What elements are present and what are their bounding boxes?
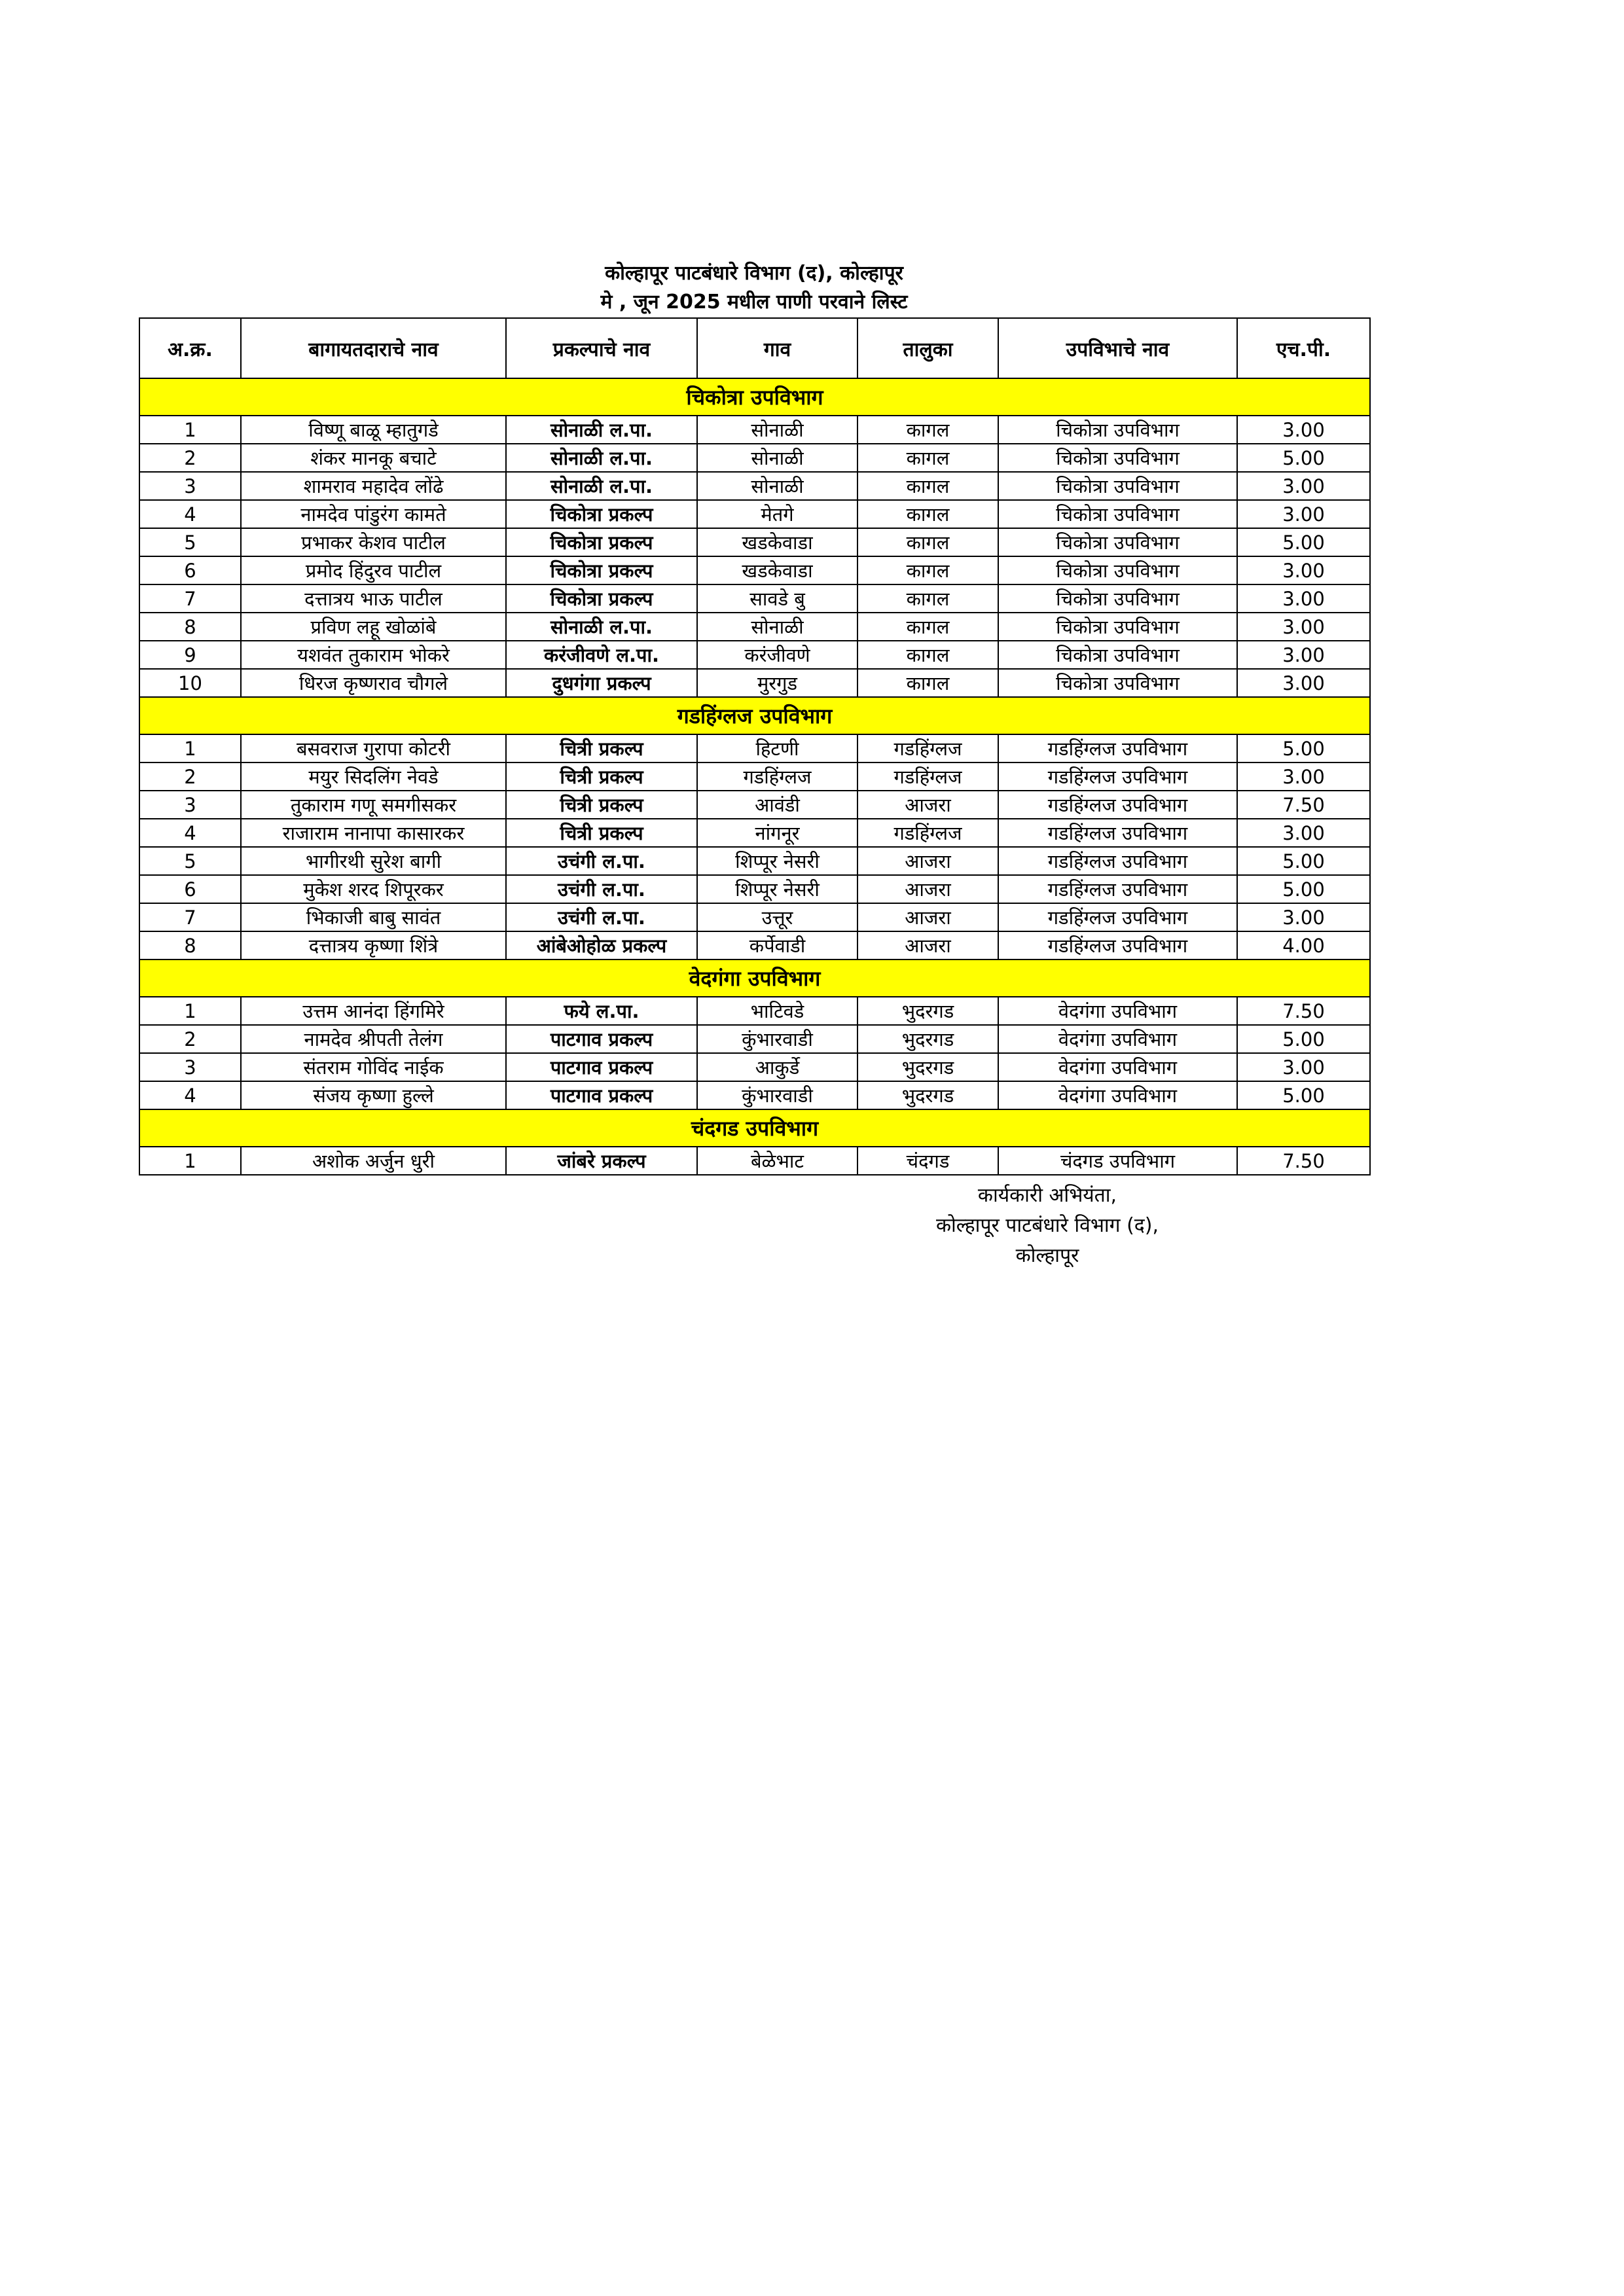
cell-hp: 4.00 — [1237, 931, 1370, 960]
cell-subdivision: चिकोत्रा उपविभाग — [998, 669, 1237, 697]
table-row — [139, 641, 1370, 669]
cell-village: भाटिवडे — [697, 997, 857, 1025]
cell-project-name: पाटगाव प्रकल्प — [506, 1053, 697, 1081]
cell-project-name: उचंगी ल.पा. — [506, 875, 697, 903]
cell-serial: 4 — [139, 500, 241, 528]
cell-hp: 3.00 — [1237, 556, 1370, 584]
cell-village: सोनाळी — [697, 472, 857, 500]
cell-subdivision: गडहिंग्लज उपविभाग — [998, 734, 1237, 762]
cell-project-name: पाटगाव प्रकल्प — [506, 1025, 697, 1053]
cell-farmer-name: राजाराम नानापा कासारकर — [241, 819, 506, 847]
cell-village: मुरगुड — [697, 669, 857, 697]
table-row — [139, 997, 1370, 1025]
cell-farmer-name: विष्णू बाळू म्हातुगडे — [241, 416, 506, 444]
cell-hp: 3.00 — [1237, 416, 1370, 444]
cell-hp: 3.00 — [1237, 762, 1370, 791]
cell-hp: 5.00 — [1237, 1025, 1370, 1053]
col-header-taluka: तालुका — [857, 318, 998, 378]
cell-village: मेतगे — [697, 500, 857, 528]
cell-serial: 6 — [139, 556, 241, 584]
table-row — [139, 584, 1370, 613]
cell-taluka: आजरा — [857, 903, 998, 931]
cell-taluka: आजरा — [857, 875, 998, 903]
section-title: चिकोत्रा उपविभाग — [139, 378, 1370, 416]
cell-farmer-name: यशवंत तुकाराम भोकरे — [241, 641, 506, 669]
cell-project-name: फये ल.पा. — [506, 997, 697, 1025]
cell-project-name: सोनाळी ल.पा. — [506, 444, 697, 472]
cell-farmer-name: शामराव महादेव लोंढे — [241, 472, 506, 500]
section-title: चंदगड उपविभाग — [139, 1109, 1370, 1147]
cell-farmer-name: प्रविण लहू खोळांबे — [241, 613, 506, 641]
table-row — [139, 416, 1370, 444]
cell-taluka: गडहिंग्लज — [857, 819, 998, 847]
col-header-subdivision: उपविभाचे नाव — [998, 318, 1237, 378]
cell-taluka: भुदरगड — [857, 997, 998, 1025]
table-row — [139, 762, 1370, 791]
cell-subdivision: चिकोत्रा उपविभाग — [998, 528, 1237, 556]
cell-subdivision: वेदगंगा उपविभाग — [998, 1053, 1237, 1081]
cell-project-name: चित्री प्रकल्प — [506, 819, 697, 847]
cell-serial: 7 — [139, 584, 241, 613]
cell-subdivision: वेदगंगा उपविभाग — [998, 1081, 1237, 1109]
cell-taluka: कागल — [857, 669, 998, 697]
cell-taluka: गडहिंग्लज — [857, 734, 998, 762]
cell-taluka: गडहिंग्लज — [857, 762, 998, 791]
cell-serial: 2 — [139, 444, 241, 472]
table-row — [139, 528, 1370, 556]
cell-project-name: आंबेओहोळ प्रकल्प — [506, 931, 697, 960]
cell-subdivision: चिकोत्रा उपविभाग — [998, 556, 1237, 584]
cell-village: उत्तूर — [697, 903, 857, 931]
cell-village: बेळेभाट — [697, 1147, 857, 1175]
cell-farmer-name: दत्तात्रय भाऊ पाटील — [241, 584, 506, 613]
cell-hp: 5.00 — [1237, 1081, 1370, 1109]
table-row — [139, 556, 1370, 584]
cell-subdivision: वेदगंगा उपविभाग — [998, 1025, 1237, 1053]
cell-farmer-name: उत्तम आनंदा हिंगमिरे — [241, 997, 506, 1025]
cell-hp: 3.00 — [1237, 819, 1370, 847]
cell-project-name: चित्री प्रकल्प — [506, 762, 697, 791]
cell-village: कुंभारवाडी — [697, 1025, 857, 1053]
cell-subdivision: चिकोत्रा उपविभाग — [998, 500, 1237, 528]
table-header-row — [139, 318, 1370, 378]
cell-subdivision: चिकोत्रा उपविभाग — [998, 444, 1237, 472]
cell-taluka: कागल — [857, 613, 998, 641]
cell-village: खडकेवाडा — [697, 556, 857, 584]
cell-hp: 7.50 — [1237, 791, 1370, 819]
cell-farmer-name: संतराम गोविंद नाईक — [241, 1053, 506, 1081]
cell-project-name: उचंगी ल.पा. — [506, 847, 697, 875]
cell-taluka: कागल — [857, 500, 998, 528]
signature-office: कोल्हापूर पाटबंधारे विभाग (द), — [936, 1214, 1159, 1237]
cell-serial: 5 — [139, 847, 241, 875]
cell-subdivision: गडहिंग्लज उपविभाग — [998, 791, 1237, 819]
cell-village: सावडे बु — [697, 584, 857, 613]
cell-project-name: चिकोत्रा प्रकल्प — [506, 528, 697, 556]
cell-farmer-name: दत्तात्रय कृष्णा शिंत्रे — [241, 931, 506, 960]
cell-subdivision: चिकोत्रा उपविभाग — [998, 641, 1237, 669]
cell-serial: 1 — [139, 1147, 241, 1175]
cell-subdivision: चिकोत्रा उपविभाग — [998, 584, 1237, 613]
cell-serial: 3 — [139, 472, 241, 500]
cell-farmer-name: नामदेव श्रीपती तेलंग — [241, 1025, 506, 1053]
cell-project-name: चित्री प्रकल्प — [506, 791, 697, 819]
cell-hp: 5.00 — [1237, 528, 1370, 556]
cell-hp: 3.00 — [1237, 641, 1370, 669]
cell-serial: 1 — [139, 416, 241, 444]
cell-taluka: आजरा — [857, 791, 998, 819]
table-row — [139, 613, 1370, 641]
cell-taluka: कागल — [857, 556, 998, 584]
cell-village: करंजीवणे — [697, 641, 857, 669]
cell-village: सोनाळी — [697, 613, 857, 641]
cell-taluka: कागल — [857, 416, 998, 444]
cell-farmer-name: मुकेश शरद शिपूरकर — [241, 875, 506, 903]
cell-serial: 2 — [139, 1025, 241, 1053]
cell-taluka: कागल — [857, 584, 998, 613]
cell-subdivision: चिकोत्रा उपविभाग — [998, 613, 1237, 641]
cell-hp: 3.00 — [1237, 1053, 1370, 1081]
cell-hp: 7.50 — [1237, 1147, 1370, 1175]
cell-village: हिटणी — [697, 734, 857, 762]
cell-hp: 5.00 — [1237, 875, 1370, 903]
cell-village: खडकेवाडा — [697, 528, 857, 556]
table-row — [139, 1053, 1370, 1081]
table-row — [139, 1081, 1370, 1109]
cell-subdivision: गडहिंग्लज उपविभाग — [998, 875, 1237, 903]
cell-project-name: सोनाळी ल.पा. — [506, 613, 697, 641]
cell-serial: 8 — [139, 931, 241, 960]
table-row — [139, 931, 1370, 960]
cell-serial: 8 — [139, 613, 241, 641]
water-permit-table — [139, 317, 1371, 1175]
cell-serial: 10 — [139, 669, 241, 697]
cell-hp: 3.00 — [1237, 500, 1370, 528]
section-header-row — [139, 960, 1370, 997]
table-row — [139, 903, 1370, 931]
cell-subdivision: चंदगड उपविभाग — [998, 1147, 1237, 1175]
cell-project-name: सोनाळी ल.पा. — [506, 416, 697, 444]
cell-serial: 2 — [139, 762, 241, 791]
cell-subdivision: गडहिंग्लज उपविभाग — [998, 931, 1237, 960]
table-row — [139, 472, 1370, 500]
section-header-row — [139, 378, 1370, 416]
cell-serial: 4 — [139, 1081, 241, 1109]
cell-village: आवंडी — [697, 791, 857, 819]
table-row — [139, 1025, 1370, 1053]
cell-taluka: भुदरगड — [857, 1053, 998, 1081]
table-row — [139, 791, 1370, 819]
signature-designation: कार्यकारी अभियंता, — [977, 1184, 1117, 1207]
col-header-project-name: प्रकल्पाचे नाव — [506, 318, 697, 378]
table-row — [139, 500, 1370, 528]
cell-project-name: सोनाळी ल.पा. — [506, 472, 697, 500]
cell-taluka: चंदगड — [857, 1147, 998, 1175]
cell-serial: 5 — [139, 528, 241, 556]
section-title: वेदगंगा उपविभाग — [139, 960, 1370, 997]
cell-project-name: उचंगी ल.पा. — [506, 903, 697, 931]
cell-farmer-name: अशोक अर्जुन धुरी — [241, 1147, 506, 1175]
cell-serial: 3 — [139, 791, 241, 819]
section-title: गडहिंग्लज उपविभाग — [139, 697, 1370, 734]
cell-taluka: आजरा — [857, 847, 998, 875]
cell-taluka: भुदरगड — [857, 1081, 998, 1109]
cell-serial: 1 — [139, 997, 241, 1025]
col-header-village: गाव — [697, 318, 857, 378]
table-row — [139, 444, 1370, 472]
cell-hp: 3.00 — [1237, 584, 1370, 613]
cell-taluka: कागल — [857, 641, 998, 669]
table-row — [139, 1147, 1370, 1175]
document-subtitle: मे , जून 2025 मधील पाणी परवाने लिस्ट — [600, 291, 908, 314]
cell-taluka: भुदरगड — [857, 1025, 998, 1053]
document-title: कोल्हापूर पाटबंधारे विभाग (द), कोल्हापूर — [605, 262, 903, 285]
cell-hp: 5.00 — [1237, 847, 1370, 875]
cell-serial: 1 — [139, 734, 241, 762]
cell-farmer-name: मयुर सिदलिंग नेवडे — [241, 762, 506, 791]
cell-hp: 3.00 — [1237, 669, 1370, 697]
cell-project-name: चित्री प्रकल्प — [506, 734, 697, 762]
cell-serial: 6 — [139, 875, 241, 903]
cell-subdivision: गडहिंग्लज उपविभाग — [998, 847, 1237, 875]
section-header-row — [139, 1109, 1370, 1147]
cell-farmer-name: तुकाराम गणू समगीसकर — [241, 791, 506, 819]
cell-farmer-name: भिकाजी बाबु सावंत — [241, 903, 506, 931]
col-header-serial: अ.क्र. — [139, 318, 241, 378]
cell-farmer-name: धिरज कृष्णराव चौगले — [241, 669, 506, 697]
cell-project-name: पाटगाव प्रकल्प — [506, 1081, 697, 1109]
col-header-hp: एच.पी. — [1237, 318, 1370, 378]
table-row — [139, 847, 1370, 875]
cell-serial: 4 — [139, 819, 241, 847]
cell-project-name: जांबरे प्रकल्प — [506, 1147, 697, 1175]
cell-serial: 9 — [139, 641, 241, 669]
cell-project-name: दुधगंगा प्रकल्प — [506, 669, 697, 697]
cell-project-name: चिकोत्रा प्रकल्प — [506, 556, 697, 584]
cell-taluka: कागल — [857, 444, 998, 472]
table-row — [139, 669, 1370, 697]
cell-farmer-name: प्रमोद हिंदुरव पाटील — [241, 556, 506, 584]
cell-subdivision: गडहिंग्लज उपविभाग — [998, 819, 1237, 847]
cell-project-name: करंजीवणे ल.पा. — [506, 641, 697, 669]
table-row — [139, 819, 1370, 847]
cell-project-name: चिकोत्रा प्रकल्प — [506, 500, 697, 528]
cell-farmer-name: भागीरथी सुरेश बागी — [241, 847, 506, 875]
cell-village: सोनाळी — [697, 416, 857, 444]
cell-serial: 3 — [139, 1053, 241, 1081]
cell-taluka: कागल — [857, 472, 998, 500]
table-row — [139, 875, 1370, 903]
cell-village: आकुर्डे — [697, 1053, 857, 1081]
cell-hp: 7.50 — [1237, 997, 1370, 1025]
cell-subdivision: वेदगंगा उपविभाग — [998, 997, 1237, 1025]
cell-farmer-name: संजय कृष्णा हुल्ले — [241, 1081, 506, 1109]
cell-farmer-name: नामदेव पांडुरंग कामते — [241, 500, 506, 528]
table-row — [139, 734, 1370, 762]
cell-village: कुंभारवाडी — [697, 1081, 857, 1109]
cell-hp: 3.00 — [1237, 903, 1370, 931]
cell-taluka: आजरा — [857, 931, 998, 960]
section-header-row — [139, 697, 1370, 734]
cell-subdivision: चिकोत्रा उपविभाग — [998, 472, 1237, 500]
cell-project-name: चिकोत्रा प्रकल्प — [506, 584, 697, 613]
cell-village: कर्पेवाडी — [697, 931, 857, 960]
cell-farmer-name: शंकर मानकू बचाटे — [241, 444, 506, 472]
cell-hp: 5.00 — [1237, 734, 1370, 762]
cell-subdivision: गडहिंग्लज उपविभाग — [998, 903, 1237, 931]
cell-hp: 5.00 — [1237, 444, 1370, 472]
col-header-farmer-name: बागायतदाराचे नाव — [241, 318, 506, 378]
cell-village: सोनाळी — [697, 444, 857, 472]
cell-village: शिप्पूर नेसरी — [697, 875, 857, 903]
cell-serial: 7 — [139, 903, 241, 931]
cell-farmer-name: प्रभाकर केशव पाटील — [241, 528, 506, 556]
cell-farmer-name: बसवराज गुरापा कोटरी — [241, 734, 506, 762]
cell-village: गडहिंग्लज — [697, 762, 857, 791]
cell-subdivision: चिकोत्रा उपविभाग — [998, 416, 1237, 444]
cell-village: शिप्पूर नेसरी — [697, 847, 857, 875]
cell-taluka: कागल — [857, 528, 998, 556]
cell-subdivision: गडहिंग्लज उपविभाग — [998, 762, 1237, 791]
cell-hp: 3.00 — [1237, 472, 1370, 500]
cell-village: नांगनूर — [697, 819, 857, 847]
cell-hp: 3.00 — [1237, 613, 1370, 641]
signature-city: कोल्हापूर — [1015, 1244, 1079, 1267]
